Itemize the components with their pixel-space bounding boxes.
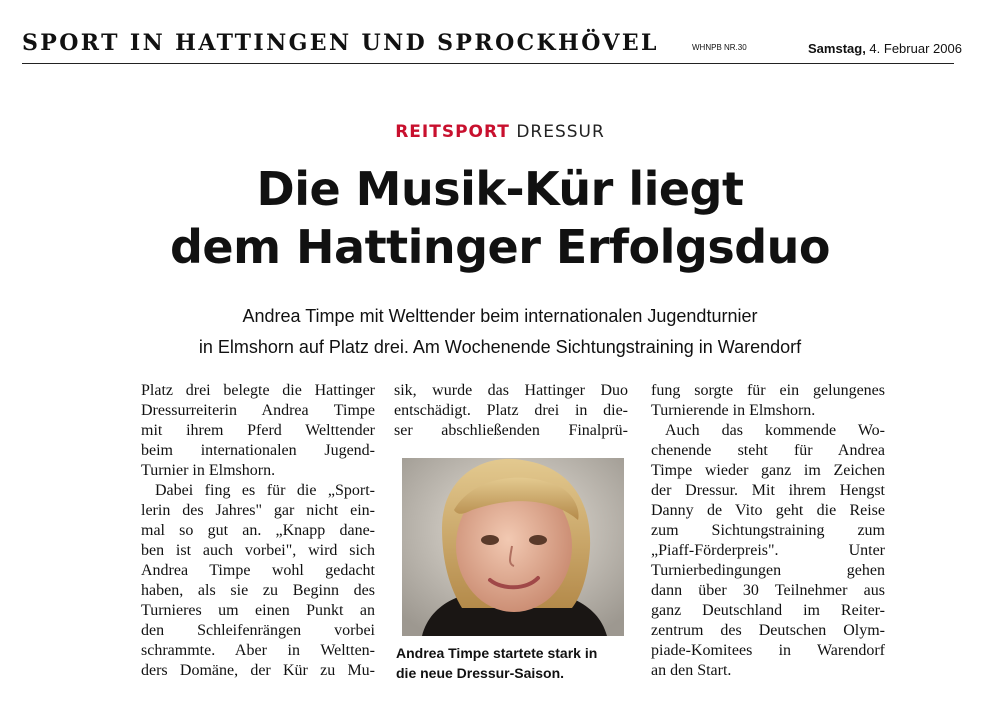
issue-date-day: Samstag, — [808, 41, 866, 56]
text-line: chenende steht für Andrea — [651, 442, 885, 459]
section-masthead: SPORT IN HATTINGEN UND SPROCKHÖVEL — [22, 30, 659, 56]
text-line: mit ihrem Pferd Welttender — [141, 422, 375, 439]
article-column-1 — [141, 381, 375, 681]
text-line: Turnier in Elmshorn. — [141, 462, 276, 479]
text-line: Auch das kommende Wo- — [665, 422, 885, 439]
article-column-2 — [394, 381, 628, 441]
text-line: zum Sichtungstraining zum — [651, 522, 885, 539]
text-line: fung sorgte für ein gelungenes — [651, 382, 885, 399]
text-line: piade-Komitees in Warendorf — [651, 642, 885, 659]
text-line: mal so gut an. „Knapp dane- — [141, 522, 375, 539]
headline — [0, 160, 1000, 276]
text-line: Platz drei belegte die Hattinger — [141, 382, 375, 399]
text-line: Dressurreiterin Andrea Timpe — [141, 402, 375, 419]
headline-line: Die Musik-Kür liegt — [256, 162, 744, 216]
text-line: dann über 30 Teilnehmer aus — [651, 582, 885, 599]
text-line: Turnieres um einen Punkt an — [141, 602, 375, 619]
kicker-category: REITSPORT — [395, 122, 510, 142]
kicker — [0, 122, 1000, 142]
text-line: zentrum des Deutschen Olym- — [651, 622, 885, 639]
masthead-rule — [22, 63, 954, 64]
text-line: an den Start. — [651, 662, 732, 679]
text-line: beim internationalen Jugend- — [141, 442, 375, 459]
kicker-subcategory: DRESSUR — [516, 122, 605, 142]
text-line: Danny de Vito geht die Reise — [651, 502, 885, 519]
photo-caption — [396, 643, 636, 683]
issue-date-rest: 4. Februar 2006 — [865, 41, 962, 56]
caption-line: Andrea Timpe startete stark in — [396, 645, 598, 661]
text-line: „Piaff-Förderpreis". Unter — [651, 542, 885, 559]
text-line: ders Domäne, der Kür zu Mu- — [141, 662, 375, 679]
subheadline-line: in Elmshorn auf Platz drei. Am Wochenende Sichtungstraining in Warendorf — [198, 337, 802, 357]
text-line: lerin des Jahres" gar nicht ein- — [141, 502, 375, 519]
article-column-3 — [651, 381, 885, 681]
text-line: entschädigt. Platz drei in die- — [394, 402, 628, 419]
text-line: Turnierende in Elmshorn. — [651, 402, 816, 419]
text-line: Andrea Timpe wohl gedacht — [141, 562, 375, 579]
portrait-illustration — [402, 458, 624, 636]
text-line: Turnierbedingungen gehen — [651, 562, 885, 579]
headline-line: dem Hattinger Erfolgsduo — [169, 220, 830, 274]
issue-date — [808, 41, 962, 56]
text-line: schrammte. Aber in Weltten- — [141, 642, 375, 659]
subheadline-line: Andrea Timpe mit Welttender beim internationalen Jugendturnier — [242, 306, 758, 326]
text-line: den Schleifenrängen vorbei — [141, 622, 375, 639]
page-code: WHNPB NR.30 — [692, 43, 747, 52]
caption-line: die neue Dressur-Saison. — [396, 665, 565, 681]
text-line: Timpe wieder ganz im Zeichen — [651, 462, 885, 479]
subheadline — [0, 301, 1000, 363]
text-line: der Dressur. Mit ihrem Hengst — [651, 482, 885, 499]
text-line: ser abschließenden Finalprü- — [394, 422, 628, 439]
text-line: ganz Deutschland im Reiter- — [651, 602, 885, 619]
text-line: Dabei fing es für die „Sport- — [155, 482, 375, 499]
text-line: haben, als sie zu Beginn des — [141, 582, 375, 599]
text-line: ben ist auch vorbei", wird sich — [141, 542, 375, 559]
portrait-photo — [402, 458, 624, 636]
text-line: sik, wurde das Hattinger Duo — [394, 382, 628, 399]
